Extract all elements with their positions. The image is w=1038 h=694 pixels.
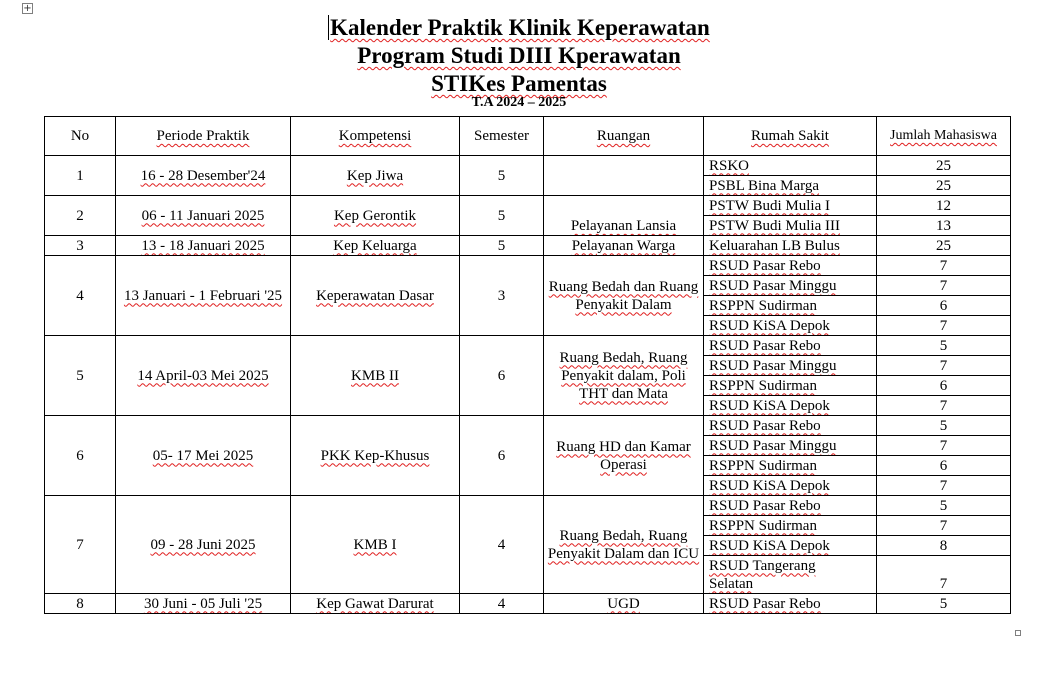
cell-jumlah: 5: [877, 594, 1011, 614]
cell-no: 6: [45, 416, 116, 496]
cell-semester: 5: [460, 156, 544, 196]
cell-semester: 4: [460, 594, 544, 614]
table-row: [45, 196, 1011, 216]
cell-kompetensi: Kep Jiwa: [291, 156, 460, 196]
table-row: [45, 256, 1011, 276]
cell-ruangan: Ruang Bedah dan Ruang Penyakit Dalam: [544, 256, 704, 336]
cell-jumlah: 5: [877, 496, 1011, 516]
table-row: [45, 416, 1011, 436]
cell-jumlah: 8: [877, 536, 1011, 556]
cell-no: 5: [45, 336, 116, 416]
cell-kompetensi: Kep Gerontik: [291, 196, 460, 236]
cell-rumah-sakit: RSPPN Sudirman: [704, 296, 877, 316]
table-resize-handle-icon[interactable]: [1015, 630, 1021, 636]
header-periode: Periode Praktik: [116, 117, 291, 156]
cell-semester: 5: [460, 236, 544, 256]
cell-periode: 13 - 18 Januari 2025: [116, 236, 291, 256]
cell-jumlah: 6: [877, 456, 1011, 476]
cell-jumlah: 5: [877, 336, 1011, 356]
header-no: No: [45, 117, 116, 156]
cell-no: 7: [45, 496, 116, 594]
cell-kompetensi: KMB II: [291, 336, 460, 416]
table-row: [45, 496, 1011, 516]
cell-periode: 05- 17 Mei 2025: [116, 416, 291, 496]
cell-jumlah: 25: [877, 156, 1011, 176]
cell-rumah-sakit: RSUD KiSA Depok: [704, 396, 877, 416]
cell-rumah-sakit: RSUD Pasar Rebo: [704, 336, 877, 356]
header-semester: Semester: [460, 117, 544, 156]
cell-jumlah: 7: [877, 396, 1011, 416]
cell-ruangan: [544, 156, 704, 196]
cell-jumlah: 25: [877, 236, 1011, 256]
title-line-3: STIKes Pamentas: [431, 71, 607, 96]
cell-ruangan: Ruang Bedah, Ruang Penyakit dalam, Poli THT dan Mata: [544, 336, 704, 416]
cell-rumah-sakit: RSUD KiSA Depok: [704, 476, 877, 496]
cell-no: 4: [45, 256, 116, 336]
calendar-table: [44, 116, 1011, 614]
cell-rumah-sakit: RSUD KiSA Depok: [704, 536, 877, 556]
cell-rumah-sakit: RSUD Pasar Rebo: [704, 496, 877, 516]
header-kompetensi: Kompetensi: [291, 117, 460, 156]
cell-rumah-sakit: PSBL Bina Marga: [704, 176, 877, 196]
cell-kompetensi: Kep Keluarga: [291, 236, 460, 256]
cell-periode: 14 April-03 Mei 2025: [116, 336, 291, 416]
cell-rumah-sakit: RSPPN Sudirman: [704, 456, 877, 476]
cell-no: 2: [45, 196, 116, 236]
cell-rumah-sakit: RSUD Pasar Rebo: [704, 594, 877, 614]
title-line-2: Program Studi DIII Kperawatan: [357, 43, 681, 68]
cell-ruangan: Pelayanan Lansia: [544, 196, 704, 236]
cell-jumlah: 7: [877, 476, 1011, 496]
cell-jumlah: 7: [877, 276, 1011, 296]
cell-jumlah: 7: [877, 356, 1011, 376]
cell-rumah-sakit: RSPPN Sudirman: [704, 376, 877, 396]
cell-kompetensi: Kep Gawat Darurat: [291, 594, 460, 614]
cell-ruangan: UGD: [544, 594, 704, 614]
cell-semester: 6: [460, 336, 544, 416]
table-row: [45, 156, 1011, 176]
cell-jumlah: 6: [877, 296, 1011, 316]
cell-rumah-sakit: PSTW Budi Mulia III: [704, 216, 877, 236]
academic-year: T.A 2024 – 2025: [471, 95, 567, 110]
cell-kompetensi: PKK Kep-Khusus: [291, 416, 460, 496]
cell-semester: 4: [460, 496, 544, 594]
cell-rumah-sakit: RSUD Tangerang Selatan: [704, 556, 877, 594]
table-row: [45, 594, 1011, 614]
title-line-1: Kalender Praktik Klinik Keperawatan: [330, 15, 710, 40]
cell-jumlah: 7: [877, 316, 1011, 336]
text-cursor: [328, 15, 329, 40]
cell-semester: 5: [460, 196, 544, 236]
cell-periode: 30 Juni - 05 Juli '25: [116, 594, 291, 614]
cell-semester: 3: [460, 256, 544, 336]
cell-jumlah: 13: [877, 216, 1011, 236]
cell-jumlah: 5: [877, 416, 1011, 436]
cell-periode: 09 - 28 Juni 2025: [116, 496, 291, 594]
header-ruangan: Ruangan: [544, 117, 704, 156]
header-jumlah: Jumlah Mahasiswa: [877, 117, 1011, 156]
cell-kompetensi: KMB I: [291, 496, 460, 594]
cell-ruangan: Pelayanan Warga: [544, 236, 704, 256]
cell-rumah-sakit: RSUD Pasar Rebo: [704, 256, 877, 276]
cell-kompetensi: Keperawatan Dasar: [291, 256, 460, 336]
cell-jumlah: 7: [877, 516, 1011, 536]
cell-no: 8: [45, 594, 116, 614]
cell-ruangan: Ruang Bedah, Ruang Penyakit Dalam dan ICU: [544, 496, 704, 594]
document-header: [0, 14, 1038, 110]
cell-rumah-sakit: RSUD Pasar Rebo: [704, 416, 877, 436]
cell-rumah-sakit: PSTW Budi Mulia I: [704, 196, 877, 216]
cell-rumah-sakit: RSPPN Sudirman: [704, 516, 877, 536]
table-row: [45, 236, 1011, 256]
cell-no: 3: [45, 236, 116, 256]
cell-periode: 13 Januari - 1 Februari '25: [116, 256, 291, 336]
cell-rumah-sakit: Keluarahan LB Bulus: [704, 236, 877, 256]
cell-rumah-sakit: RSUD Pasar Minggu: [704, 356, 877, 376]
cell-no: 1: [45, 156, 116, 196]
cell-jumlah: 6: [877, 376, 1011, 396]
header-rumah-sakit: Rumah Sakit: [704, 117, 877, 156]
cell-jumlah: 7: [877, 256, 1011, 276]
cell-semester: 6: [460, 416, 544, 496]
cell-ruangan: Ruang HD dan Kamar Operasi: [544, 416, 704, 496]
cell-jumlah: 25: [877, 176, 1011, 196]
cell-jumlah: 12: [877, 196, 1011, 216]
cell-rumah-sakit: RSUD Pasar Minggu: [704, 276, 877, 296]
cell-rumah-sakit: RSKO: [704, 156, 877, 176]
table-move-handle-icon[interactable]: +: [23, 3, 32, 14]
cell-periode: 16 - 28 Desember'24: [116, 156, 291, 196]
cell-jumlah: 7: [877, 436, 1011, 456]
table-body: [45, 156, 1011, 614]
cell-jumlah: 7: [877, 556, 1011, 594]
table-row: [45, 336, 1011, 356]
cell-rumah-sakit: RSUD Pasar Minggu: [704, 436, 877, 456]
cell-rumah-sakit: RSUD KiSA Depok: [704, 316, 877, 336]
cell-periode: 06 - 11 Januari 2025: [116, 196, 291, 236]
